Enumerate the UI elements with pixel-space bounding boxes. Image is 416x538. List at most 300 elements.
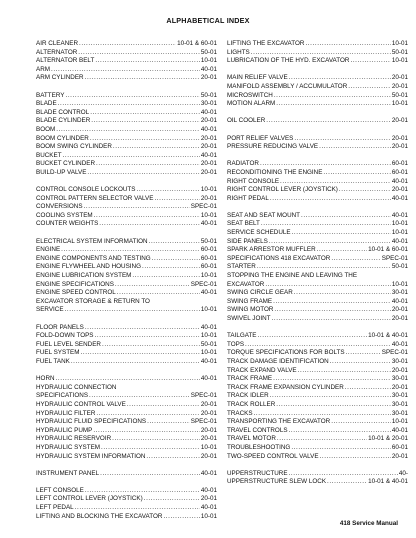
index-entry-topic: SERVICE	[36, 306, 64, 314]
index-entry	[36, 203, 217, 212]
index-entry	[227, 255, 408, 264]
dot-leader	[274, 306, 390, 315]
index-entry	[36, 160, 217, 169]
index-entry-topic: TRACK IDLER	[227, 392, 269, 400]
index-entry-page: SPEC-01	[190, 392, 217, 400]
index-entry-topic: FOLD-DOWN TOPS	[36, 332, 94, 340]
index-entry-topic: ELECTRICAL SYSTEM INFORMATION	[36, 237, 148, 245]
dot-leader	[93, 427, 200, 436]
index-entry-topic: SWING CIRCLE GEAR	[227, 289, 293, 297]
dot-leader	[348, 83, 391, 92]
index-entry-topic: EXCAVATOR	[227, 280, 265, 288]
index-entry-page: 20-01	[200, 143, 217, 151]
index-entry	[227, 117, 408, 126]
index-entry-page: 10-01	[391, 229, 408, 237]
index-entry	[36, 117, 217, 126]
index-entry	[227, 298, 408, 307]
index-entry-page: 40-01	[200, 375, 217, 383]
dot-leader	[154, 195, 199, 204]
index-entry	[36, 57, 217, 66]
index-entry-topic: STARTER	[227, 263, 256, 271]
index-entry-page: 10-01	[200, 306, 217, 314]
index-entry-topic: ENGINE COMPONENTS AND TESTING	[36, 254, 151, 262]
index-entry-page: 10-01	[200, 443, 217, 451]
dot-leader	[301, 212, 391, 221]
index-spacer	[36, 461, 217, 470]
index-spacer	[227, 324, 408, 333]
dot-leader	[245, 341, 391, 350]
index-entry	[36, 453, 217, 462]
index-entry-page: 20-01	[391, 134, 408, 142]
index-entry-page: 10-01	[391, 40, 408, 47]
dot-leader	[294, 289, 391, 298]
index-entry-page: 50-01	[200, 237, 217, 245]
dot-leader	[277, 435, 367, 444]
index-spacer	[36, 229, 217, 238]
index-entry-page: 20-01	[391, 366, 408, 374]
index-entry-page: 10-01	[391, 220, 408, 228]
index-entry-topic: TRACK FRAME EXPANSION CYLINDER	[227, 383, 344, 391]
index-entry-topic: ENGINE SPECIFICATIONS	[36, 280, 114, 288]
index-entry	[227, 306, 408, 315]
dot-leader	[81, 349, 200, 358]
index-entry	[36, 392, 217, 401]
index-entry-page: 50-01	[200, 340, 217, 348]
index-entry-topic: INSTRUMENT PANEL	[36, 469, 100, 477]
index-entry	[36, 272, 217, 281]
dot-leader	[85, 324, 200, 333]
index-entry	[36, 401, 217, 410]
index-entry	[36, 306, 217, 315]
index-entry-topic: COOLING SYSTEM	[36, 211, 93, 219]
index-entry-topic: TOPS	[227, 340, 245, 348]
dot-leader	[101, 444, 200, 453]
index-entry-topic: LIGHTS	[227, 48, 250, 56]
index-entry	[227, 178, 408, 187]
dot-leader	[63, 152, 200, 161]
index-entry	[227, 135, 408, 144]
index-entry	[36, 418, 217, 427]
index-entry-topic: RECONDITIONING THE ENGINE	[227, 168, 323, 176]
index-entry-topic: BUCKET CYLINDER	[36, 160, 96, 168]
index-entry-page: 50-01	[391, 48, 408, 56]
index-entry	[36, 281, 217, 290]
index-entry-topic: HYDRAULIC SYSTEM	[36, 443, 101, 451]
index-entry-page: 20-01	[200, 74, 217, 82]
index-entry-topic: HYDRAULIC RESERVOIR	[36, 435, 112, 443]
index-entry-page: 50-01	[391, 91, 408, 99]
index-entry-topic: SIDE PANELS	[227, 237, 268, 245]
index-entry-page: 40-	[398, 469, 408, 477]
index-entry-topic: TORQUE SPECIFICATIONS FOR BOLTS	[227, 349, 345, 357]
index-entry	[36, 169, 217, 178]
index-entry-page: SPEC-01	[381, 254, 408, 262]
index-entry	[227, 238, 408, 247]
index-entry-topic: BLADE	[36, 100, 57, 108]
index-entry-page: 50-01	[200, 91, 217, 99]
index-entry-topic: TRAVEL MOTOR	[227, 435, 276, 443]
index-entry-page: 40-01	[200, 504, 217, 512]
index-entry	[227, 410, 408, 419]
dot-leader	[113, 143, 200, 152]
index-entry-topic: ENGINE LUBRICATION SYSTEM	[36, 272, 132, 280]
index-column-right	[227, 40, 408, 487]
index-entry-page: 60-01	[200, 246, 217, 254]
index-entry-topic: LUBRICATION OF THE HYD. EXCAVATOR	[227, 57, 350, 65]
dot-leader	[254, 410, 391, 419]
index-entry	[36, 152, 217, 161]
index-entry-page: 40-01	[391, 211, 408, 219]
dot-leader	[61, 246, 200, 255]
index-spacer	[36, 478, 217, 487]
index-entry	[227, 289, 408, 298]
dot-leader	[90, 135, 200, 144]
index-entry-topic: PORT RELIEF VALVES	[227, 134, 294, 142]
index-entry	[36, 263, 217, 272]
index-entry-page: 10-01	[391, 418, 408, 426]
index-entry-topic: ARM CYLINDER	[36, 74, 84, 82]
index-entry-page: 40-01	[200, 486, 217, 494]
index-entry-topic: HYDRAULIC FLUID SPECIFICATIONS	[36, 418, 147, 426]
index-entry	[36, 349, 217, 358]
dot-leader	[298, 367, 391, 376]
index-entry-topic: RIGHT CONSOLE	[227, 177, 280, 185]
index-entry-page: 40-01	[391, 194, 408, 202]
index-entry-page: 10-01 & 20-01	[368, 435, 408, 443]
index-entry	[227, 375, 408, 384]
dot-leader	[323, 169, 390, 178]
page-title: ALPHABETICAL INDEX	[166, 16, 250, 25]
index-entry-topic: ENGINE SPEED CONTROL	[36, 289, 116, 297]
index-entry-topic: SWIVEL JOINT	[227, 315, 271, 322]
index-entry	[36, 470, 217, 479]
index-entry-topic: UPPERSTRUCTURE SLEW LOCK	[227, 478, 327, 486]
index-entry-topic: BLADE CYLINDER	[36, 117, 91, 125]
dot-leader	[115, 281, 190, 290]
index-entry	[227, 418, 408, 427]
dot-leader	[127, 401, 200, 410]
index-entry-page: 10-01 & 60-01	[368, 246, 408, 254]
dot-leader	[79, 40, 176, 49]
index-entry-page: 20-01	[200, 435, 217, 443]
index-entry	[227, 83, 408, 92]
index-entry-page: 40-01	[200, 220, 217, 228]
index-spacer	[227, 109, 408, 118]
index-entry	[36, 358, 217, 367]
index-entry-page: 20-01	[391, 186, 408, 194]
dot-leader	[276, 401, 391, 410]
index-entry	[36, 255, 217, 264]
index-entry-page: 10-01	[391, 57, 408, 65]
dot-leader	[317, 246, 367, 255]
index-entry	[227, 92, 408, 101]
dot-leader	[99, 220, 200, 229]
index-entry	[36, 324, 217, 333]
dot-leader	[292, 229, 391, 238]
page-footer: 418 Service Manual	[339, 520, 398, 527]
index-entry-topic: TRACKS	[227, 409, 253, 417]
index-entry-topic: SPECIFICATIONS 418 EXCAVATOR	[227, 254, 331, 262]
index-entry-page: 40-01	[391, 340, 408, 348]
dot-leader	[112, 435, 200, 444]
dot-leader	[95, 332, 200, 341]
index-entry-topic: PRESSURE REDUCING VALVE	[227, 143, 319, 151]
dot-leader	[95, 57, 200, 66]
index-entry	[227, 341, 408, 350]
index-entry-page: 60-01	[391, 443, 408, 451]
index-entry-page: 50-01	[391, 263, 408, 271]
index-entry	[227, 401, 408, 410]
index-entry-topic: BUCKET	[36, 151, 62, 159]
index-entry	[36, 92, 217, 101]
index-entry-topic: OIL COOLER	[227, 117, 266, 125]
index-entry-page: 60-01	[391, 160, 408, 168]
index-entry	[227, 349, 408, 358]
index-entry-topic: LIFTING AND BLOCKING THE EXCAVATOR	[36, 512, 163, 520]
index-entry-topic: TRACK EXPAND VALVE	[227, 366, 297, 374]
index-entry-page: SPEC-01	[190, 280, 217, 288]
index-entry-page: 10-01	[200, 186, 217, 194]
index-entry-page: 10-01	[391, 100, 408, 108]
index-entry	[227, 367, 408, 376]
index-entry	[36, 504, 217, 513]
index-entry-page: SPEC-01	[190, 203, 217, 211]
index-entry-topic: ALTERNATOR BELT	[36, 57, 95, 65]
dot-leader	[305, 40, 390, 49]
index-entry-heading: STOPPING THE ENGINE AND LEAVING THE	[227, 272, 358, 280]
dot-leader	[56, 375, 200, 384]
index-entry	[227, 74, 408, 83]
index-entry	[36, 66, 217, 75]
index-entry-topic: LEFT CONSOLE	[36, 486, 84, 494]
index-entry-page: 10-01 & 40-01	[368, 478, 408, 486]
dot-leader	[78, 49, 200, 58]
index-entry-page: 10-01 & 40-01	[368, 332, 408, 340]
index-entry-topic: MAIN RELIEF VALVE	[227, 74, 288, 82]
index-entry-page: 20-01	[391, 452, 408, 460]
index-entry-topic: LEFT PEDAL	[36, 504, 74, 512]
dot-leader	[152, 255, 200, 264]
index-entry-page: 10-01	[200, 272, 217, 280]
index-spacer	[36, 315, 217, 324]
index-entry-topic: BOOM	[36, 125, 56, 133]
index-entry-page: 20-01	[200, 134, 217, 142]
index-entry-topic: BLADE CONTROL	[36, 108, 90, 116]
index-spacer	[36, 367, 217, 376]
dot-leader	[149, 238, 200, 247]
dot-leader	[270, 392, 391, 401]
index-entry	[36, 410, 217, 419]
index-entry-page: 40-01	[200, 151, 217, 159]
dot-leader	[144, 495, 200, 504]
index-entry-page: 20-01	[391, 315, 408, 322]
index-entry	[227, 229, 408, 238]
index-entry	[227, 315, 408, 324]
index-entry-topic: SPECIFICATIONS	[36, 392, 89, 400]
dot-leader	[51, 66, 200, 75]
dot-leader	[350, 57, 390, 66]
index-entry	[227, 160, 408, 169]
index-entry-topic: HORN	[36, 375, 55, 383]
index-entry-topic: HYDRAULIC CONTROL VALVE	[36, 400, 126, 408]
index-entry-page: 40-01	[391, 426, 408, 434]
index-entry-topic: HYDRAULIC PUMP	[36, 426, 93, 434]
dot-leader	[289, 470, 398, 479]
index-entry	[227, 100, 408, 109]
dot-leader	[266, 117, 391, 126]
index-entry	[36, 375, 217, 384]
index-entry-page: SPEC-01	[381, 349, 408, 357]
index-entry-topic: HYDRAULIC SYSTEM INFORMATION	[36, 452, 146, 460]
dot-leader	[132, 272, 199, 281]
index-entry-page: 30-01	[391, 392, 408, 400]
index-entry-topic: TAILGATE	[227, 332, 257, 340]
dot-leader	[87, 169, 199, 178]
index-entry-topic: FUEL TANK	[36, 357, 70, 365]
index-entry	[227, 195, 408, 204]
dot-leader	[146, 453, 200, 462]
index-entry-topic: BOOM SWING CYLINDER	[36, 143, 112, 151]
index-entry-topic: SEAT BELT	[227, 220, 260, 228]
dot-leader	[85, 487, 200, 496]
index-entry	[227, 358, 408, 367]
index-entry-topic: RADIATOR	[227, 160, 259, 168]
index-entry-page: 40-01	[200, 357, 217, 365]
index-entry-heading: HYDRAULIC CONNECTION	[36, 383, 117, 391]
dot-leader	[91, 117, 200, 126]
dot-leader	[100, 470, 200, 479]
index-entry	[36, 341, 217, 350]
index-entry	[36, 435, 217, 444]
index-entry-topic: SEAT AND SEAT MOUNT	[227, 211, 301, 219]
index-entry-page: 10-01	[200, 349, 217, 357]
index-entry-page: 40-01	[391, 177, 408, 185]
index-entry-page: 30-01	[391, 289, 408, 297]
index-entry-topic: AIR CLEANER	[36, 40, 78, 47]
index-entry	[227, 246, 408, 255]
index-entry-page: 30-01	[391, 375, 408, 383]
index-entry-page: 40-01	[200, 65, 217, 73]
index-entry-topic: LEFT CONTROL LEVER (JOYSTICK)	[36, 495, 143, 503]
dot-leader	[65, 92, 199, 101]
dot-leader	[251, 49, 391, 58]
index-entry-page: 40-01	[200, 125, 217, 133]
index-entry	[36, 100, 217, 109]
index-entry	[36, 238, 217, 247]
dot-leader	[273, 375, 391, 384]
index-entry	[36, 109, 217, 118]
dot-leader	[84, 203, 190, 212]
index-entry-topic: RIGHT PEDAL	[227, 194, 269, 202]
index-entry-topic: COUNTER WEIGHTS	[36, 220, 99, 228]
index-entry-topic: MOTION ALARM	[227, 100, 276, 108]
index-entry-topic: TROUBLESHOOTING	[227, 443, 291, 451]
index-entry-page: 20-01	[391, 306, 408, 314]
dot-leader	[65, 306, 200, 315]
index-entry-page: 20-01	[200, 495, 217, 503]
index-entry	[36, 289, 217, 298]
dot-leader	[280, 178, 391, 187]
dot-leader	[90, 109, 200, 118]
dot-leader	[319, 143, 391, 152]
index-entry	[227, 427, 408, 436]
dot-leader	[274, 92, 391, 101]
index-entry-page: 20-01	[200, 160, 217, 168]
index-spacer	[227, 152, 408, 161]
index-entry-page: 60-01	[200, 254, 217, 262]
index-entry-page: 10-01	[200, 211, 217, 219]
index-entry-topic: TRANSPORTING THE EXCAVATOR	[227, 418, 331, 426]
index-spacer	[36, 178, 217, 187]
dot-leader	[291, 444, 391, 453]
index-entry-page: 60-01	[200, 263, 217, 271]
index-entry-page: 10-01	[200, 332, 217, 340]
dot-leader	[163, 513, 199, 522]
dot-leader	[289, 427, 391, 436]
index-column-left	[36, 40, 217, 521]
dot-leader	[142, 263, 200, 272]
index-entry-topic: ENGINE	[36, 246, 61, 254]
index-entry	[227, 40, 408, 49]
index-entry	[227, 444, 408, 453]
index-entry-topic: TRAVEL CONTROLS	[227, 426, 288, 434]
index-entry-topic: RIGHT CONTROL LEVER (JOYSTICK)	[227, 186, 338, 194]
index-entry-topic: TRACK DAMAGE IDENTIFICATION	[227, 357, 329, 365]
index-entry-topic: SPARK ARRESTOR MUFFLER	[227, 246, 316, 254]
index-spacer	[36, 83, 217, 92]
index-entry-page: 40-01	[200, 469, 217, 477]
index-entry-topic: SWING FRAME	[227, 297, 273, 305]
dot-leader	[94, 212, 200, 221]
index-entry	[36, 513, 217, 522]
dot-leader	[117, 289, 200, 298]
index-entry-topic: UPPERSTRUCTURE	[227, 469, 288, 477]
dot-leader	[261, 220, 391, 229]
index-entry-page: 20-01	[200, 400, 217, 408]
index-spacer	[227, 203, 408, 212]
index-entry	[36, 332, 217, 341]
index-entry-page: 20-01	[200, 409, 217, 417]
index-entry-heading: EXCAVATOR STORAGE & RETURN TO	[36, 297, 150, 305]
index-entry-topic: FUEL LEVEL SENDER	[36, 340, 101, 348]
dot-leader	[56, 126, 200, 135]
index-entry	[36, 49, 217, 58]
dot-leader	[89, 392, 190, 401]
index-entry	[227, 470, 408, 479]
dot-leader	[289, 74, 391, 83]
index-entry	[36, 487, 217, 496]
dot-leader	[258, 332, 368, 341]
index-entry-topic: MANIFOLD ASSEMBLY / ACCUMULATOR	[227, 82, 348, 90]
index-entry-page: 20-01	[200, 194, 217, 202]
index-entry-page: 40-01	[200, 323, 217, 331]
index-entry-topic: HYDRAULIC FILTER	[36, 409, 96, 417]
index-entry-topic: BOOM CYLINDER	[36, 134, 89, 142]
index-entry-page: 40-01	[391, 237, 408, 245]
index-entry-topic: TRACK FRAME	[227, 375, 273, 383]
index-entry	[36, 186, 217, 195]
index-entry	[227, 186, 408, 195]
index-entry	[227, 143, 408, 152]
dot-leader	[71, 358, 200, 367]
index-entry	[36, 246, 217, 255]
index-entry-page: 20-01	[391, 82, 408, 90]
dot-leader	[345, 384, 391, 393]
dot-leader	[331, 255, 380, 264]
index-entry	[227, 220, 408, 229]
index-entry	[36, 195, 217, 204]
index-entry-topic: MICROSWITCH	[227, 91, 273, 99]
